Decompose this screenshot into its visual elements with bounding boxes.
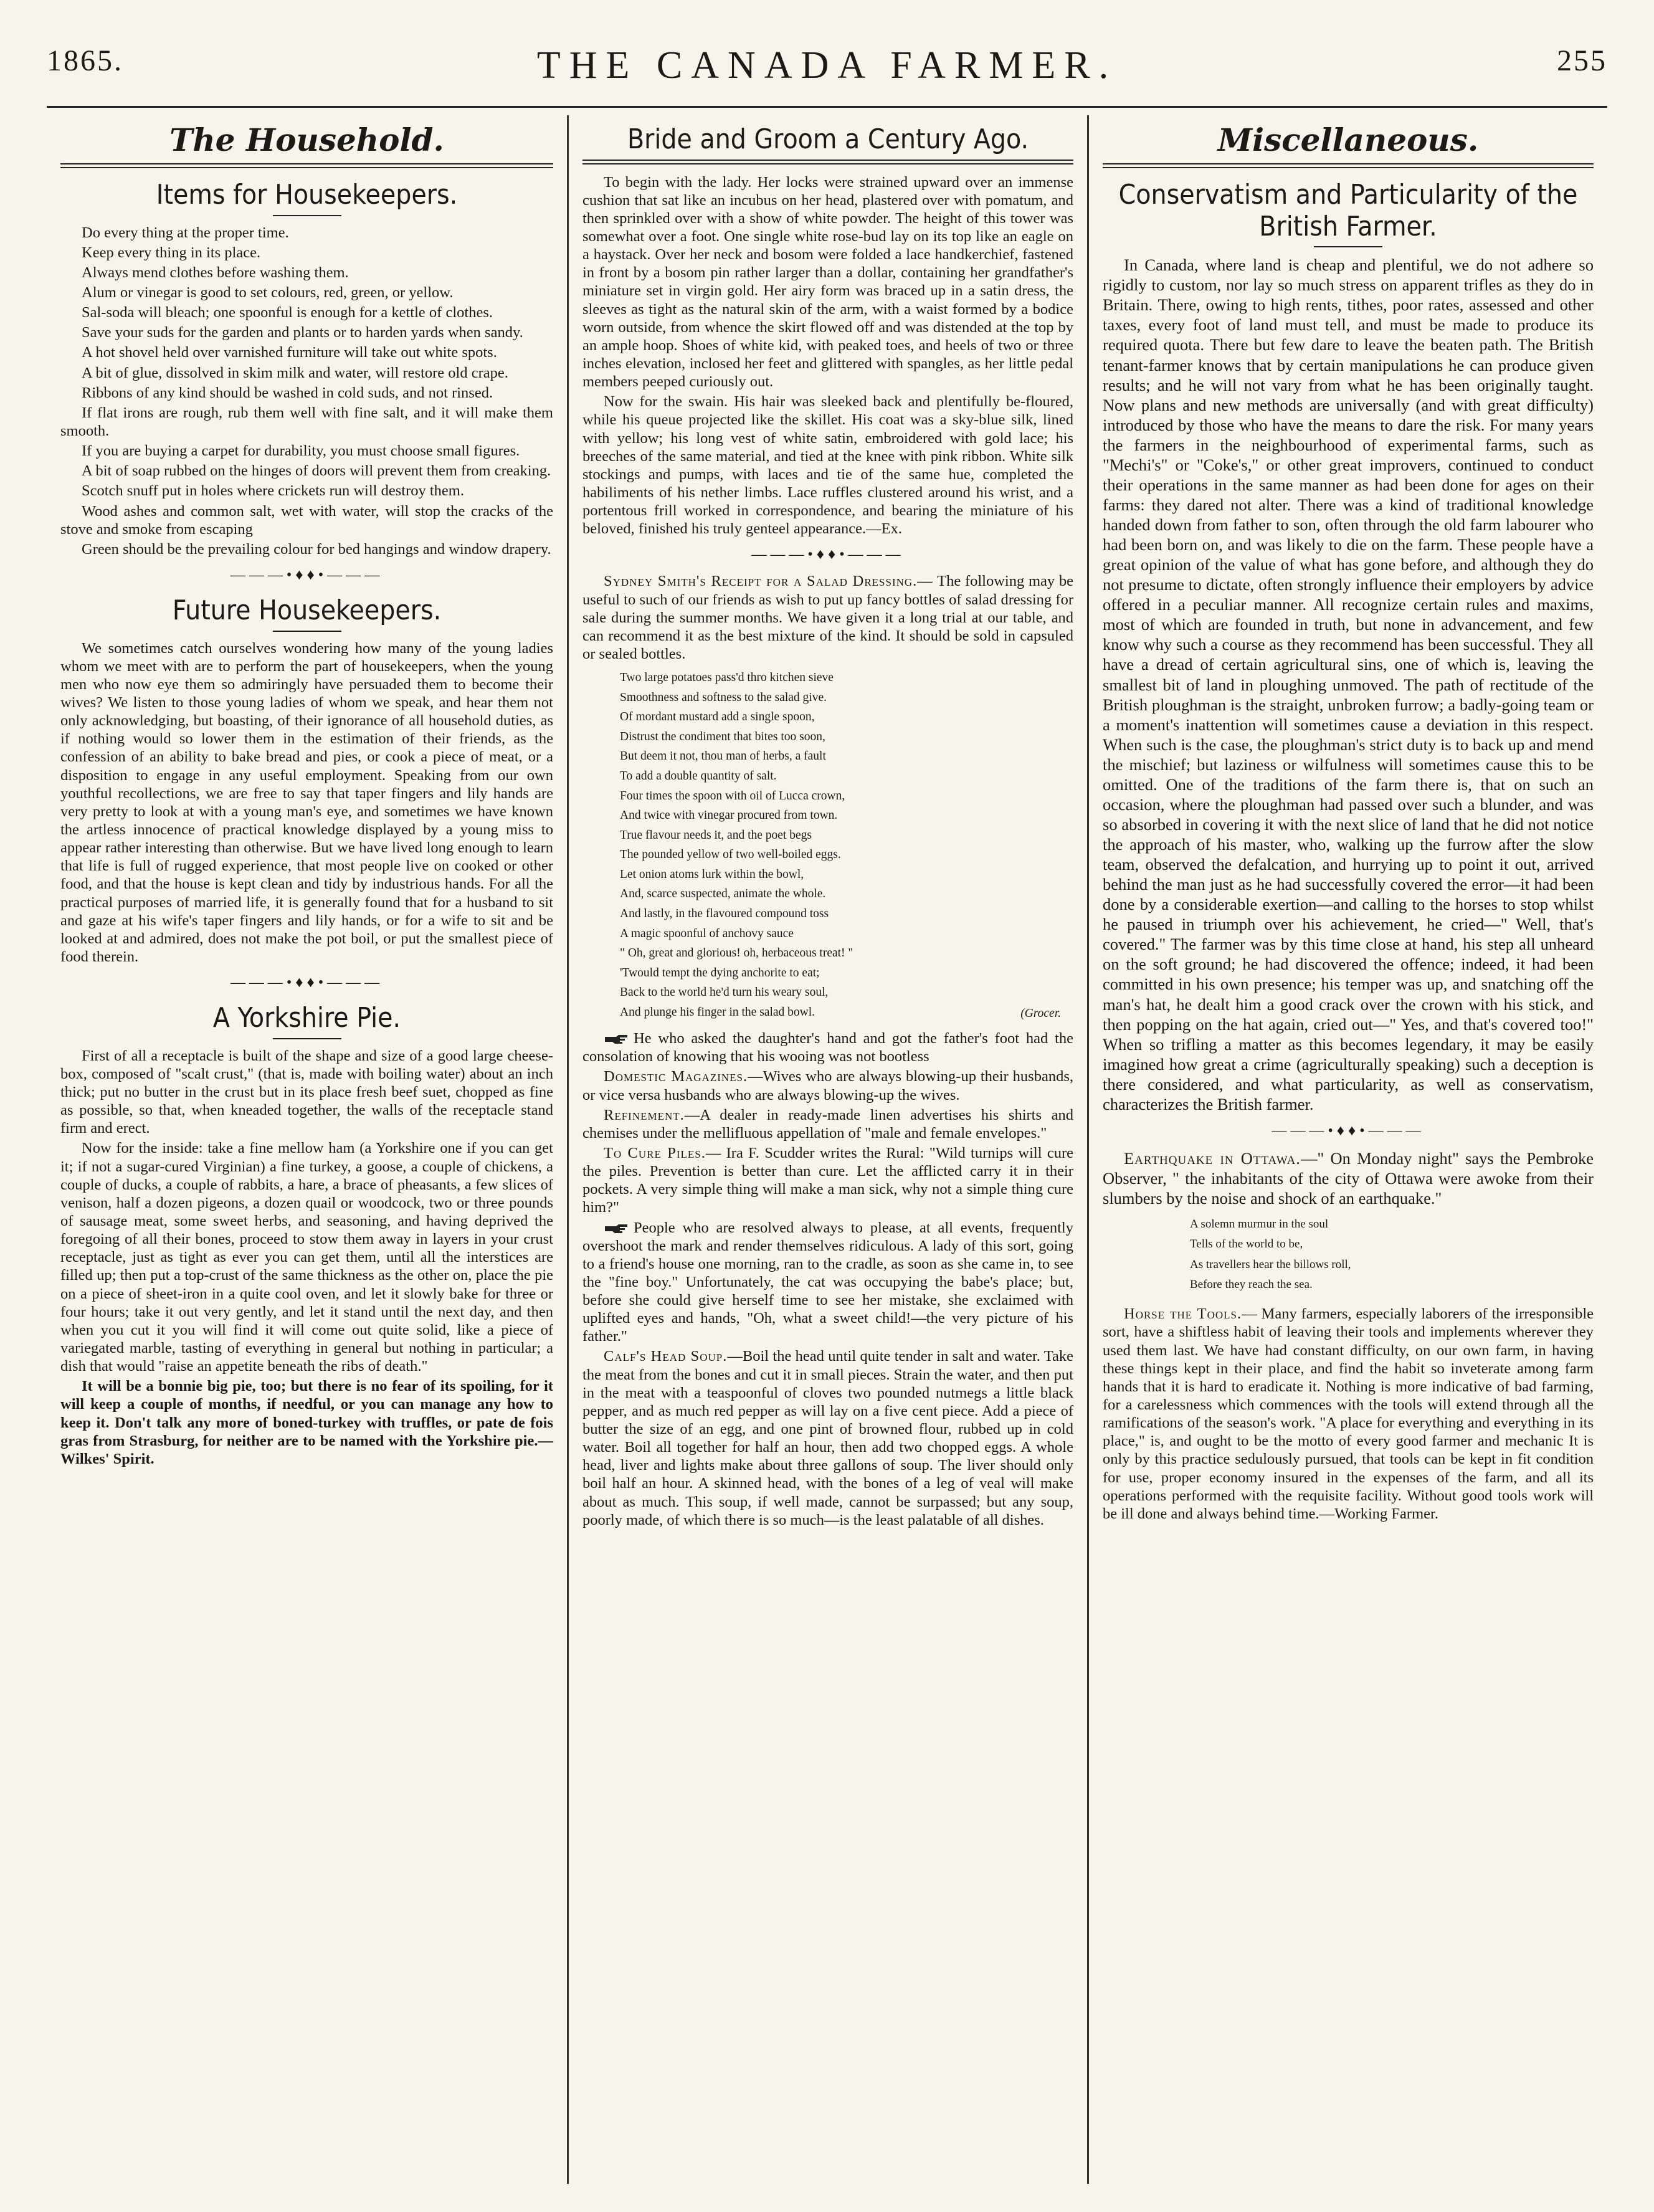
double-rule bbox=[1103, 163, 1594, 168]
department-heading: Miscellaneous. bbox=[1217, 122, 1479, 158]
header-page-number: 255 bbox=[1557, 44, 1607, 77]
article-body: We sometimes catch ourselves wondering how many of the young ladies whom we meet with are to perform the part of housekeepers, when the young men who now eye them so admiringly have persuaded them to become their wives? We listen to those young ladies of whom we speak, and hear them not only acknowledging, but boasting, of their ignorance of all household duties, as if nothing would so lower them in the estimation of their friends, as the confession of an ability to bake bread and pies, or cook a piece of meat, or a disposition to engage in any useful employment. Speaking from our own youthful recollections, we are free to say that taper fingers and lily hands are very pretty to look at with a young man's eye, and sometimes we have known the artless innocence of practical knowledge displayed by a young miss to appear rather interesting than otherwise. But we have lived long enough to learn that life is full of rugged experience, that most people live on cooked or other food, and that the house is kept clean and tidy by industrious hands. For all the practical purposes of married life, it is generally found that for a husband to sit and gaze at his wife's taper fingers and lily hands, or for a wife to sit and be looked at and admired, does not make the pot boil, or put the smallest piece of food therein. bbox=[60, 639, 553, 965]
poem-line: Smoothness and softness to the salad give. bbox=[620, 690, 827, 704]
paragraph-heading: Horse the Tools. bbox=[1124, 1305, 1242, 1323]
header-rule bbox=[47, 106, 1607, 108]
poem-line: 'Twould tempt the dying anchorite to eat; bbox=[620, 966, 820, 980]
section-ornament: ———•♦♦•——— bbox=[230, 975, 384, 991]
poem-line: To add a double quantity of salt. bbox=[620, 770, 777, 783]
column-miscellaneous bbox=[1087, 115, 1607, 2184]
paragraph-text: —" On Monday night" says the Pembroke Observer, " the inhabitants of the city of Ottawa were awoke from their slumbers by the noise and shock of an earthquake." bbox=[1103, 1148, 1594, 1208]
article-paragraph bbox=[582, 1106, 1073, 1142]
list-item: A bit of soap rubbed on the hinges of doors will prevent them from creaking. bbox=[82, 462, 551, 480]
article-paragraph bbox=[582, 1219, 1073, 1346]
poem-line: Distrust the condiment that bites too soon, bbox=[620, 730, 825, 743]
paragraph-heading: Refinement. bbox=[604, 1106, 685, 1123]
pointing-hand-icon bbox=[604, 1033, 630, 1046]
poem-line: As travellers hear the billows roll, bbox=[1190, 1257, 1351, 1271]
list-item: If flat irons are rough, rub them well with fine salt, and it will make them smooth. bbox=[60, 404, 553, 439]
poem-line: But deem it not, thou man of herbs, a fault bbox=[620, 750, 826, 763]
paragraph-heading: Calf's Head Soup. bbox=[604, 1348, 728, 1365]
article-paragraph bbox=[582, 1067, 1073, 1104]
article-title: Conservatism and Particularity of the British Farmer. bbox=[1118, 179, 1578, 242]
list-item: Wood ashes and common salt, wet with water, will stop the cracks of the stove and smoke from escaping bbox=[60, 502, 553, 538]
section-ornament: ———•♦♦•——— bbox=[751, 546, 905, 563]
section-ornament: ———•♦♦•——— bbox=[1271, 1122, 1425, 1139]
poem-credit: (Grocer. bbox=[1020, 1006, 1061, 1020]
poem-line: And, scarce suspected, animate the whole. bbox=[620, 887, 826, 901]
list-item: Do every thing at the proper time. bbox=[82, 224, 289, 241]
list-item: Keep every thing in its place. bbox=[82, 244, 261, 261]
poem-line: And twice with vinegar procured from town. bbox=[620, 809, 838, 822]
paragraph-text: The following may be useful to such of our friends as wish to put up fancy bottles of salad dressing for sale during the summer months. We have given it a long trial at our table, and can recommend it as the best mixture of the kind. It should be sold in capsuled or sealed bottles. bbox=[582, 573, 1073, 662]
items-list bbox=[60, 224, 553, 558]
list-item: Ribbons of any kind should be washed in cold suds, and not rinsed. bbox=[82, 384, 493, 401]
list-item: A bit of glue, dissolved in skim milk and water, will restore old crape. bbox=[82, 364, 508, 381]
article-paragraph bbox=[582, 1029, 1073, 1065]
list-item: Alum or vinegar is good to set colours, red, green, or yellow. bbox=[82, 284, 454, 302]
columns bbox=[47, 115, 1607, 2184]
paragraph-text: —A dealer in ready-made linen advertises his shirts and chemises under the mellifluous appellation of "male and female envelopes." bbox=[582, 1106, 1073, 1142]
poem-line: And lastly, in the flavoured compound toss bbox=[620, 907, 829, 921]
running-header bbox=[47, 44, 1607, 100]
poem-line: True flavour needs it, and the poet begs bbox=[620, 828, 812, 842]
poem-line: A magic spoonful of anchovy sauce bbox=[620, 927, 794, 940]
article-title: Items for Housekeepers. bbox=[156, 179, 458, 211]
poem-line: And plunge his finger in the salad bowl. bbox=[620, 1005, 815, 1019]
poem-line: Let onion atoms lurk within the bowl, bbox=[620, 867, 804, 881]
article-paragraph bbox=[582, 572, 1073, 663]
poem-line: Before they reach the sea. bbox=[1190, 1277, 1313, 1291]
double-rule bbox=[582, 160, 1073, 164]
list-item: Always mend clothes before washing them. bbox=[82, 264, 349, 281]
title-rule bbox=[273, 215, 341, 216]
article-paragraph bbox=[582, 1347, 1073, 1528]
poem-line: The pounded yellow of two well-boiled eggs. bbox=[620, 848, 841, 862]
header-year: 1865. bbox=[47, 44, 123, 77]
paragraph-heading: Earthquake in Ottawa. bbox=[1124, 1148, 1301, 1168]
column-household bbox=[47, 115, 567, 2184]
paragraph-text: —Boil the head until quite tender in salt and water. Take the meat from the bones and cut it in small pieces. Strain the water, and then put in the meat with a teaspoonful of cloves two pounded nutmegs a little black pepper, and as much red pepper as will lay on a five cent piece. Add a piece of butter the size of an egg, and one pint of browned flour, rubbed up in cold water. Boil all together for half an hour, then add two chopped eggs. A whole head, liver and lights make about three gallons of soup. The liver should only boil half an hour. A skinned head, with the bones of a leg of veal will make about as much. This soup, if well made, cannot be surpassed; but any soup, poorly made, of which there is so much—is the least palatable of all dishes. bbox=[582, 1348, 1074, 1528]
poem-line: A solemn murmur in the soul bbox=[1190, 1218, 1329, 1231]
paragraph-text: People who are resolved always to please, at all events, frequently overshoot the mark and render themselves ridiculous. A lady of this sort, going to a friend's house one morning, ran to the cradle, as soon as she came in, to see the "fine boy." Unfortunately, the cat was occupying the babe's place; but, before she could give herself time to see her mistake, she exclaimed with uplifted eyes and hands, "Oh, what a sweet child!—the very picture of his father." bbox=[582, 1219, 1073, 1345]
article-paragraph: Now for the inside: take a fine mellow ham (a Yorkshire one if you can get it; if not a sugar-cured Virginian) a fine turkey, a goose, a couple of chickens, a couple of ducks, a couple of rabbits, a hare, a brace of pheasants, a few slices of venison, half a dozen pigeons, a dozen quail or woodcock, two or three pounds of sausage meat, some sweet herbs, and seasoning, and having deprived the foregoing of all their bones, proceed to stow them away in layers in your crust receptacle, just as tight as ever you can get them, until all the interstices are filled up; then put a top-crust of the same thickness as the other on, place the pie on a piece of sheet-iron in a quite cool oven, and let it slowly bake for three or four hours; take it out very gently, and let it stand until the next day, and then when you cut it you will find it will come out quite solid, like a piece of variegated marble, tasting of everything in general but nothing in particular; a dish that would "raise an appetite beneath the ribs of death." bbox=[60, 1140, 553, 1375]
section-ornament: ———•♦♦•——— bbox=[230, 566, 384, 583]
title-rule bbox=[1314, 246, 1382, 247]
poem-line: " Oh, great and glorious! oh, herbaceous treat! " bbox=[620, 946, 853, 960]
article-title: Future Housekeepers. bbox=[172, 594, 442, 626]
double-rule bbox=[60, 163, 553, 168]
paragraph-heading: Sydney Smith's Receipt for a Salad Dressing.— bbox=[604, 573, 933, 590]
article-body: In Canada, where land is cheap and plentiful, we do not adhere so rigidly to custom, nor lay so much stress on apparent trifles as they do in Britain. There, owing to high rents, tithes, poor rates, assessed and other taxes, every foot of land must tell, and must be made to produce its required quota. There but few dare to leave the beaten path. The British tenant-farmer knows that by certain manipulations he can produce given results; and he will not vary from what he has been originally taught. Now plans and new methods are universally (and with great difficulty) introduced by those who have the means to dare the risk. For many years the farmers in the neighbourhood of experimental farms, such as "Mechi's" or "Coke's," or other great improvers, continued to conduct their operations in the same manner as had been done for ages on their farms: they dared not alter. There was a kind of traditional knowledge handed down from father to son, often through the old farm labourer who had been born on, and was likely to die on the farm. These people have a great opinion of the value of what has gone before, and although they do not presume to dictate, often strongly influence their employers by advice offered in a peculiar manner. All recognize certain rules and maxims, most of which are founded in truth, but none in advancement, and few know why such a course as they recommend has been successful. They all have a dread of certain agricultural sins, one of which is, leaving the smallest bit of land in ploughing unmoved. The path of rectitude of the British ploughman is the straight, unbroken furrow; a badly-going team or a moment's inattention will sometimes cause a deviation in this respect. When such is the case, the ploughman's strict duty is to back up and mend the mischief; but laziness or wilfulness will sometimes cause this to be omitted. One of the traditions of the farm there is, that on such an occasion, where the ploughman had passed over such a blunder, and was so absorbed in covering it with the next slice of land that he did not notice the approach of his master, who, walking up the furrow after the slow team, observed the defalcation, and hurrying up to point it out, arrived behind the man just as he had successfully covered the error—it had been done by a considerable exertion—and calling to the horses to stop whilst he paused in triumph over his achievement, he cried—" Well, that's covered." The farmer was by this time close at hand, his step all unheard on the soft ground; he had discovered the offence; indeed, it had been committed in his own presence; his temper was up, and snatching off the man's hat, he dealt him a good crack over the crown with his stick, and then popping on the hat again, cried out—" Yes, and that's covered too!" When so trifling a matter as this becomes legendary, it may be easily imagined how great a crime (agriculturally speaking) such a deception is there considered, and what particularity, as well as conservatism, characterizes the British farmer. bbox=[1103, 255, 1594, 1113]
paragraph-text: — Ira F. Scudder writes the Rural: "Wild turnips will cure the piles. Prevention is better than cure. Let the afflicted carry it in their pockets. A very simple thing will make a man sick, why not a simple thing cure him?" bbox=[582, 1144, 1073, 1216]
poem-line: Four times the spoon with oil of Lucca crown, bbox=[620, 789, 845, 803]
article-title: A Yorkshire Pie. bbox=[212, 1002, 401, 1034]
paragraph-text: —Wives who are always blowing-up their husbands, or vice versa husbands who are always blowing-up the wives. bbox=[582, 1068, 1073, 1104]
list-item: Green should be the prevailing colour for bed hangings and window drapery. bbox=[82, 540, 551, 558]
header-title: THE CANADA FARMER. bbox=[536, 44, 1118, 87]
article-paragraph: To begin with the lady. Her locks were strained upward over an immense cushion that sat like an incubus on her head, plastered over with pomatum, and then sprinkled over with a show of white powder. The height of this tower was somewhat over a foot. One single white rose-bud lay on its top like an eagle on a haystack. Over her neck and bosom were folded a lace handkerchief, fastened in front by a bosom pin rather larger than a dollar, containing her grandfather's miniature set in virgin gold. Her airy form was braced up in a satin dress, the sleeves as tight as the natural skin of the arm, with a waist formed by a bodice worn outside, from whence the skirt flowed off and was distended at the top by an ample hoop. Shoes of white kid, with peaked toes, and heels of two or three inches elevation, inclosed her feet and glittered with spangles, as her little pedal members peeped curiously out. bbox=[582, 173, 1073, 391]
pointing-hand-icon bbox=[604, 1223, 630, 1235]
list-item: Save your suds for the garden and plants or to harden yards when sandy. bbox=[82, 324, 523, 341]
list-item: Sal-soda will bleach; one spoonful is enough for a kettle of clothes. bbox=[82, 304, 493, 322]
department-heading: The Household. bbox=[169, 122, 444, 158]
article-paragraph: First of all a receptacle is built of the shape and size of a good large cheese-box, composed of "scalt crust," (that is, made with boiling water) about an inch thick; put no butter in the crust but in its place fresh beef suet, chopped as fine as possible, so that, when kneaded together, the walls of the receptacle stand firm and erect. bbox=[60, 1047, 553, 1137]
article-paragraph bbox=[1103, 1148, 1594, 1208]
article-title: Bride and Groom a Century Ago. bbox=[627, 123, 1029, 155]
paragraph-text: — Many farmers, especially laborers of the irresponsible sort, have a shiftless habit of leaving their tools and implements wherever they used them last. We have had constant difficulty, on our own farm, in having these things kept in their place, and find the habit so inveterate among farm hands that it is hard to eradicate it. Nothing is more indicative of bad farming, for a carelessness which commences with the tools will extend through all the ramifications of the season's work. "A place for everything and everything in its place," is, and ought to be the motto of every good farmer and mechanic It is only by this practice sedulously pursued, that tools can be kept in fit condition for use, proper economy insured in the expenses of the farm, and all its operations performed with the requisite facility. Without good tools work will be ill done and always behind time.—Working Farmer. bbox=[1103, 1305, 1594, 1522]
list-item: A hot shovel held over varnished furniture will take out white spots. bbox=[82, 344, 497, 361]
poem-line: Of mordant mustard add a single spoon, bbox=[620, 710, 815, 724]
poem-line: Back to the world he'd turn his weary soul, bbox=[620, 986, 829, 999]
title-rule bbox=[273, 1038, 341, 1039]
quake-poem bbox=[1190, 1214, 1594, 1295]
poem-line: Two large potatoes pass'd thro kitchen sieve bbox=[620, 671, 834, 685]
list-item: Scotch snuff put in holes where crickets run will destroy them. bbox=[82, 482, 464, 500]
article-paragraph bbox=[582, 1144, 1073, 1217]
paragraph-text: He who asked the daughter's hand and got the father's foot had the consolation of knowing that his wooing was not bootless bbox=[582, 1030, 1073, 1065]
paragraph-heading: To Cure Piles. bbox=[604, 1144, 706, 1161]
paragraph-heading: Domestic Magazines. bbox=[604, 1068, 748, 1085]
poem-line: Tells of the world to be, bbox=[1190, 1237, 1303, 1251]
column-bride-groom bbox=[567, 115, 1087, 2184]
article-paragraph bbox=[1103, 1305, 1594, 1523]
salad-poem bbox=[620, 668, 1073, 1023]
title-rule bbox=[273, 631, 341, 632]
article-paragraph: It will be a bonnie big pie, too; but there is no fear of its spoiling, for it will keep a couple of months, if needful, or you can manage any how to keep it. Don't talk any more of boned-turkey with truffles, or pate de fois gras from Strasburg, for neither are to be named with the Yorkshire pie.—Wilkes' Spirit. bbox=[60, 1378, 553, 1467]
list-item: If you are buying a carpet for durability, you must choose small figures. bbox=[82, 442, 520, 460]
article-paragraph: Now for the swain. His hair was sleeked back and plentifully be-floured, while his queue projected like the skillet. His coat was a sky-blue silk, lined with yellow; his long vest of white satin, embroidered with gold lace; his breeches of the same material, and tied at the knee with pink ribbon. White silk stockings and pumps, with laces and tie of the same hue, completed the habiliments of his nether limbs. Lace ruffles clustered around his wrist, and a portentous frill worked in correspondence, and bearing the miniature of his beloved, finished his truly genteel appearance.—Ex. bbox=[582, 393, 1073, 538]
